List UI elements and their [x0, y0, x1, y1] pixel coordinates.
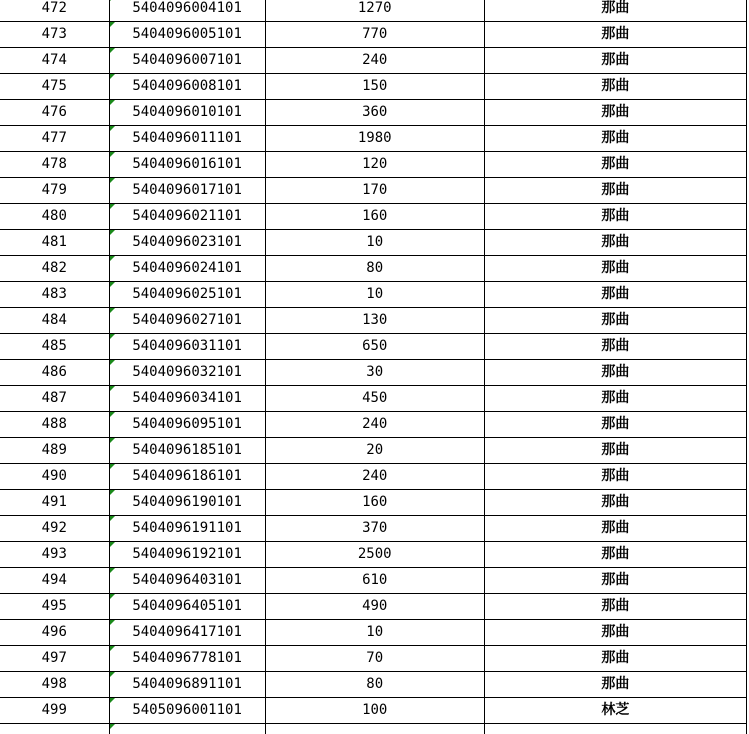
cell-code[interactable]: 5404096891101: [109, 672, 265, 698]
table-row: [0, 360, 747, 386]
cell-quantity[interactable]: 150: [265, 74, 484, 100]
cell-index[interactable]: 477: [0, 126, 109, 152]
table-row: [0, 22, 747, 48]
cell-quantity[interactable]: 130: [265, 308, 484, 334]
cell-region[interactable]: [484, 724, 746, 734]
cell-code[interactable]: 5404096095101: [109, 412, 265, 438]
cell-index[interactable]: 491: [0, 490, 109, 516]
cell-region[interactable]: 那曲: [484, 100, 746, 126]
table-row: [0, 204, 747, 230]
cell-code[interactable]: 5404096031101: [109, 334, 265, 360]
cell-index[interactable]: 498: [0, 672, 109, 698]
cell-code[interactable]: 5404096186101: [109, 464, 265, 490]
table-row: [0, 48, 747, 74]
cell-code[interactable]: 5404096405101: [109, 594, 265, 620]
table-row: [0, 620, 747, 646]
cell-quantity[interactable]: 2500: [265, 542, 484, 568]
table-row: [0, 230, 747, 256]
cell-quantity[interactable]: 100: [265, 698, 484, 724]
cell-quantity[interactable]: 1980: [265, 126, 484, 152]
cell-quantity[interactable]: 360: [265, 100, 484, 126]
cell-region[interactable]: 那曲: [484, 0, 746, 22]
cell-region[interactable]: 那曲: [484, 386, 746, 412]
cell-quantity[interactable]: 30: [265, 360, 484, 386]
cell-region[interactable]: 那曲: [484, 464, 746, 490]
cell-quantity[interactable]: 20: [265, 438, 484, 464]
cell-index[interactable]: 496: [0, 620, 109, 646]
table-row: [0, 308, 747, 334]
cell-index[interactable]: 476: [0, 100, 109, 126]
cell-region[interactable]: 那曲: [484, 256, 746, 282]
table-row: [0, 256, 747, 282]
table-row: [0, 334, 747, 360]
cell-code[interactable]: 5404096192101: [109, 542, 265, 568]
cell-index[interactable]: 475: [0, 74, 109, 100]
cell-region[interactable]: 那曲: [484, 230, 746, 256]
cell-region[interactable]: 那曲: [484, 620, 746, 646]
cell-quantity[interactable]: 450: [265, 386, 484, 412]
cell-code[interactable]: 5404096027101: [109, 308, 265, 334]
cell-region[interactable]: 那曲: [484, 646, 746, 672]
table-row: [0, 724, 747, 734]
cell-index[interactable]: 487: [0, 386, 109, 412]
cell-region[interactable]: 那曲: [484, 22, 746, 48]
cell-region[interactable]: 那曲: [484, 516, 746, 542]
cell-code[interactable]: 5404096016101: [109, 152, 265, 178]
cell-code[interactable]: 5404096403101: [109, 568, 265, 594]
cell-quantity[interactable]: 240: [265, 464, 484, 490]
table-row: [0, 542, 747, 568]
cell-index[interactable]: 495: [0, 594, 109, 620]
cell-quantity[interactable]: 1270: [265, 0, 484, 22]
cell-index[interactable]: 472: [0, 0, 109, 22]
cell-code[interactable]: 5404096008101: [109, 74, 265, 100]
cell-region[interactable]: 那曲: [484, 672, 746, 698]
cell-code[interactable]: 5404096007101: [109, 48, 265, 74]
cell-region[interactable]: 那曲: [484, 438, 746, 464]
cell-quantity[interactable]: 240: [265, 412, 484, 438]
cell-region[interactable]: 那曲: [484, 178, 746, 204]
cell-quantity[interactable]: 610: [265, 568, 484, 594]
cell-quantity[interactable]: 170: [265, 178, 484, 204]
cell-index[interactable]: 478: [0, 152, 109, 178]
cell-code[interactable]: 5404096778101: [109, 646, 265, 672]
cell-quantity[interactable]: 490: [265, 594, 484, 620]
cell-quantity[interactable]: 770: [265, 22, 484, 48]
cell-index[interactable]: 493: [0, 542, 109, 568]
cell-region[interactable]: 那曲: [484, 282, 746, 308]
cell-region[interactable]: 那曲: [484, 204, 746, 230]
table-row: [0, 568, 747, 594]
cell-code[interactable]: [109, 724, 265, 734]
cell-quantity[interactable]: 70: [265, 646, 484, 672]
cell-index[interactable]: 484: [0, 308, 109, 334]
cell-index[interactable]: 473: [0, 22, 109, 48]
cell-region[interactable]: 那曲: [484, 360, 746, 386]
cell-region[interactable]: 那曲: [484, 594, 746, 620]
cell-code[interactable]: 5404096005101: [109, 22, 265, 48]
cell-quantity[interactable]: 120: [265, 152, 484, 178]
cell-region[interactable]: 那曲: [484, 152, 746, 178]
table-row: [0, 594, 747, 620]
cell-quantity[interactable]: 10: [265, 620, 484, 646]
cell-code[interactable]: 5404096025101: [109, 282, 265, 308]
table-row: [0, 0, 747, 22]
cell-code[interactable]: 5404096190101: [109, 490, 265, 516]
cell-region[interactable]: 那曲: [484, 334, 746, 360]
table-row: [0, 74, 747, 100]
table-row: [0, 152, 747, 178]
cell-index[interactable]: 497: [0, 646, 109, 672]
table-row: [0, 490, 747, 516]
cell-quantity[interactable]: 160: [265, 490, 484, 516]
cell-index[interactable]: 486: [0, 360, 109, 386]
cell-code[interactable]: 5404096032101: [109, 360, 265, 386]
table-row: [0, 386, 747, 412]
cell-index[interactable]: 482: [0, 256, 109, 282]
cell-quantity[interactable]: 650: [265, 334, 484, 360]
table-row: [0, 672, 747, 698]
cell-code[interactable]: 5404096004101: [109, 0, 265, 22]
cell-code[interactable]: 5404096023101: [109, 230, 265, 256]
table-row: [0, 100, 747, 126]
table-row: [0, 126, 747, 152]
table-row: [0, 438, 747, 464]
cell-region[interactable]: 那曲: [484, 48, 746, 74]
cell-region[interactable]: 那曲: [484, 412, 746, 438]
cell-index[interactable]: 479: [0, 178, 109, 204]
cell-code[interactable]: 5404096011101: [109, 126, 265, 152]
cell-index[interactable]: 485: [0, 334, 109, 360]
cell-quantity[interactable]: 370: [265, 516, 484, 542]
cell-quantity[interactable]: 80: [265, 672, 484, 698]
table-row: [0, 646, 747, 672]
table-row: [0, 698, 747, 724]
cell-code[interactable]: 5405096001101: [109, 698, 265, 724]
cell-index[interactable]: 480: [0, 204, 109, 230]
cell-region[interactable]: 那曲: [484, 126, 746, 152]
cell-region[interactable]: 那曲: [484, 490, 746, 516]
cell-code[interactable]: 5404096417101: [109, 620, 265, 646]
cell-code[interactable]: 5404096034101: [109, 386, 265, 412]
cell-index[interactable]: 499: [0, 698, 109, 724]
cell-quantity[interactable]: 10: [265, 282, 484, 308]
cell-quantity[interactable]: [265, 724, 484, 734]
cell-index[interactable]: 489: [0, 438, 109, 464]
cell-region[interactable]: 林芝: [484, 698, 746, 724]
cell-code[interactable]: 5404096017101: [109, 178, 265, 204]
cell-code[interactable]: 5404096191101: [109, 516, 265, 542]
cell-index[interactable]: [0, 724, 109, 734]
table-row: [0, 516, 747, 542]
cell-index[interactable]: 492: [0, 516, 109, 542]
cell-quantity[interactable]: 10: [265, 230, 484, 256]
cell-index[interactable]: 483: [0, 282, 109, 308]
cell-code[interactable]: 5404096185101: [109, 438, 265, 464]
cell-index[interactable]: 481: [0, 230, 109, 256]
cell-code[interactable]: 5404096024101: [109, 256, 265, 282]
cell-index[interactable]: 474: [0, 48, 109, 74]
cell-region[interactable]: 那曲: [484, 308, 746, 334]
cell-region[interactable]: 那曲: [484, 542, 746, 568]
cell-code[interactable]: 5404096010101: [109, 100, 265, 126]
cell-region[interactable]: 那曲: [484, 568, 746, 594]
cell-quantity[interactable]: 80: [265, 256, 484, 282]
cell-code[interactable]: 5404096021101: [109, 204, 265, 230]
cell-quantity[interactable]: 160: [265, 204, 484, 230]
cell-region[interactable]: 那曲: [484, 74, 746, 100]
cell-index[interactable]: 488: [0, 412, 109, 438]
table-row: [0, 412, 747, 438]
table-row: [0, 282, 747, 308]
table-row: [0, 178, 747, 204]
table-row: [0, 464, 747, 490]
cell-index[interactable]: 490: [0, 464, 109, 490]
cell-quantity[interactable]: 240: [265, 48, 484, 74]
cell-index[interactable]: 494: [0, 568, 109, 594]
